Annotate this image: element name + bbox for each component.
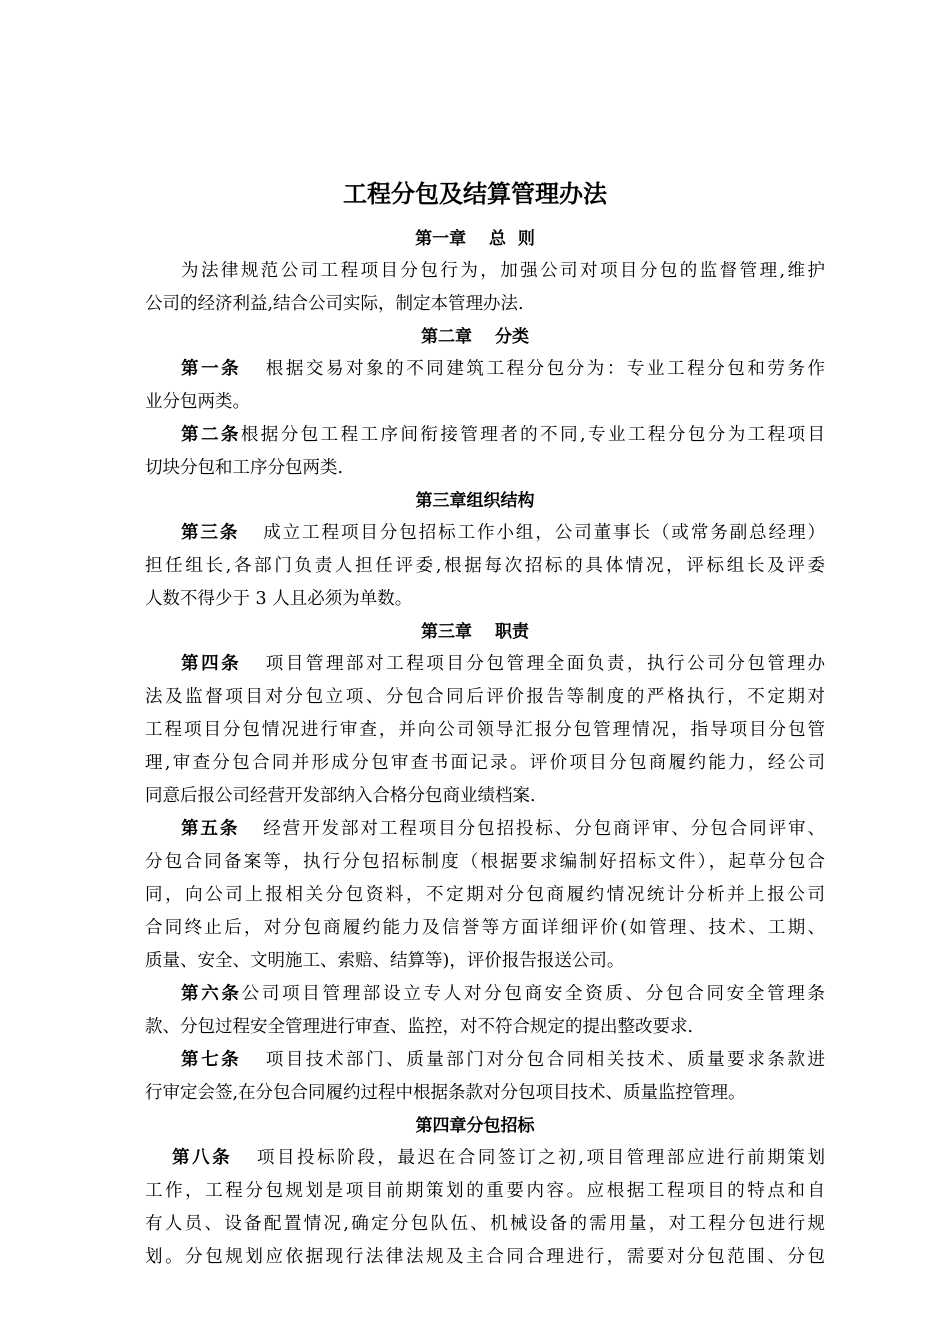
chapter-heading-4: 第四章分包招标	[415, 1116, 535, 1136]
paragraph-line: 切块分包和工序分包两类.	[145, 458, 344, 478]
article-text: 公司项目管理部设立专人对分包商安全资质、分包合同安全管理条	[241, 984, 826, 1004]
article-label: 第六条	[181, 984, 242, 1004]
chapter-heading-3: 第三章组织结构	[415, 491, 535, 511]
article-label: 第八条	[172, 1148, 233, 1168]
article-4-line	[181, 650, 825, 678]
article-3-line	[181, 519, 825, 547]
paragraph-line: 法及监督项目对分包立项、分包合同后评价报告等制度的严格执行，不定期对	[145, 687, 825, 707]
paragraph-line: 同意后报公司经营开发部纳入合格分包商业绩档案.	[145, 786, 536, 806]
article-2-line	[181, 421, 825, 449]
paragraph-line: 行审定会签,在分包合同履约过程中根据条款对分包项目技术、质量监控管理。	[145, 1083, 746, 1103]
article-7-line	[181, 1046, 825, 1074]
article-text: 项目管理部对工程项目分包管理全面负责，执行公司分包管理办	[263, 654, 826, 674]
paragraph-line: 同，向公司上报相关分包资料，不定期对分包商履约情况统计分析并上报公司	[145, 885, 825, 905]
paragraph-line: 为法律规范公司工程项目分包行为，加强公司对项目分包的监督管理,维护	[181, 261, 825, 281]
article-label: 第一条	[181, 359, 242, 379]
chapter-heading-2: 第二章 分类	[421, 327, 529, 347]
article-label: 第四条	[181, 654, 242, 674]
article-5-line	[181, 815, 825, 843]
chapter-heading-3-duties: 第三章 职责	[421, 622, 529, 642]
paragraph-line: 公司的经济利益,结合公司实际，制定本管理办法.	[145, 294, 524, 314]
paragraph-line: 划。分包规划应依据现行法律法规及主合同合理进行，需要对分包范围、分包	[145, 1247, 825, 1267]
article-6-line	[181, 980, 825, 1008]
article-label: 第二条	[181, 425, 241, 445]
paragraph-line: 分包合同备案等，执行分包招标制度（根据要求编制好招标文件），起草分包合	[145, 852, 825, 872]
paragraph-line: 款、分包过程安全管理进行审查、监控，对不符合规定的提出整改要求.	[145, 1017, 694, 1037]
document-title: 工程分包及结算管理办法	[343, 179, 607, 208]
article-text: 经营开发部对工程项目分包招投标、分包商评审、分包合同评审、	[261, 819, 825, 839]
paragraph-line: 担任组长,各部门负责人担任评委,根据每次招标的具体情况，评标组长及评委	[145, 556, 825, 576]
paragraph-line: 业分包两类。	[145, 392, 250, 412]
article-text: 根据交易对象的不同建筑工程分包分为：专业工程分包和劳务作	[263, 359, 826, 379]
article-label: 第三条	[181, 523, 240, 543]
paragraph-line: 人数不得少于 3 人且必须为单数。	[145, 589, 413, 609]
article-1-line	[181, 355, 825, 383]
article-text: 项目投标阶段，最迟在合同签订之初,项目管理部应进行前期策划	[254, 1148, 826, 1168]
article-text: 项目技术部门、质量部门对分包合同相关技术、质量要求条款进	[263, 1050, 826, 1070]
article-label: 第五条	[181, 819, 240, 839]
paragraph-line: 工作，工程分包规划是项目前期策划的重要内容。应根据工程项目的特点和自	[145, 1181, 825, 1201]
paragraph-line: 有人员、设备配置情况,确定分包队伍、机械设备的需用量，对工程分包进行规	[145, 1214, 825, 1234]
article-label: 第七条	[181, 1050, 242, 1070]
paragraph-line: 理,审查分包合同并形成分包审查书面记录。评价项目分包商履约能力，经公司	[145, 753, 825, 773]
article-text: 成立工程项目分包招标工作小组，公司董事长（或常务副总经理）	[261, 523, 825, 543]
paragraph-line: 工程项目分包情况进行审查，并向公司领导汇报分包管理情况，指导项目分包管	[145, 720, 825, 740]
article-text: 根据分包工程工序间衔接管理者的不同,专业工程分包分为工程项目	[240, 425, 826, 445]
paragraph-line: 质量、安全、文明施工、索赔、结算等)，评价报告报送公司。	[145, 951, 625, 971]
paragraph-line: 合同终止后，对分包商履约能力及信誉等方面详细评价(如管理、技术、工期、	[145, 918, 825, 938]
chapter-heading-1: 第一章 总 则	[415, 229, 535, 249]
article-8-line	[172, 1144, 825, 1172]
